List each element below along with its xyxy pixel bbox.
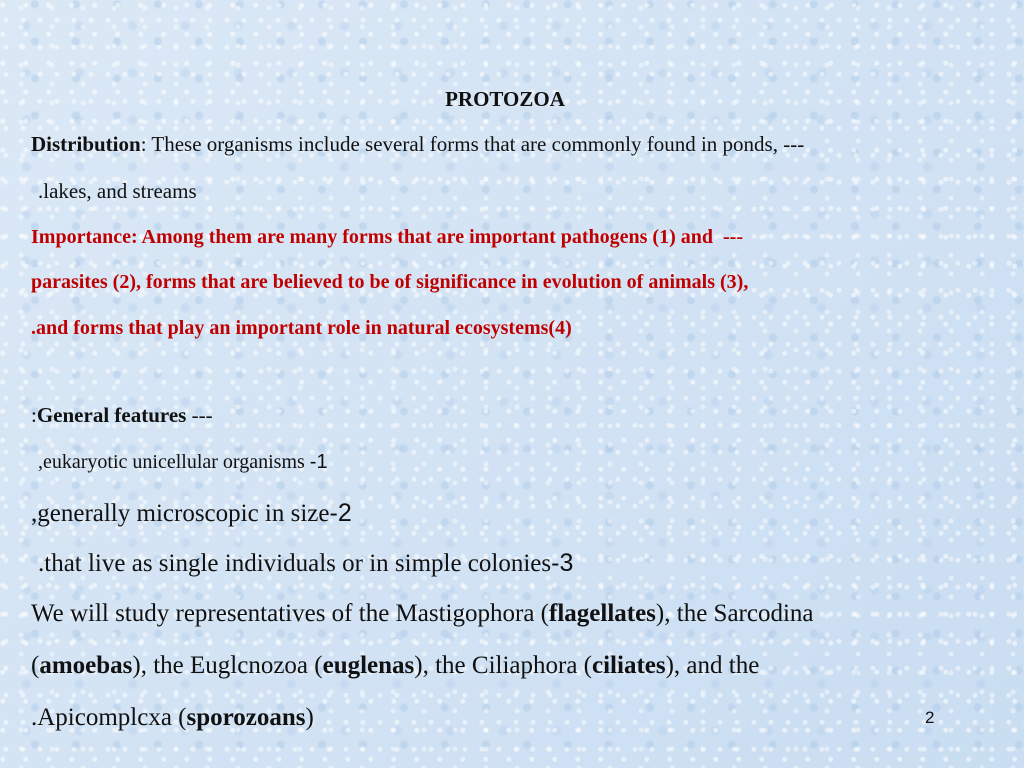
importance-line-1 — [31, 226, 743, 249]
feature-number: -2 — [329, 499, 352, 527]
distribution-dash: --- — [783, 132, 805, 156]
study-text: ), the Ciliaphora ( — [414, 652, 593, 679]
distribution-line-1 — [31, 132, 804, 157]
term-flagellates: flagellates — [549, 600, 656, 627]
importance-dash: --- — [723, 226, 743, 248]
study-text: ), and the — [665, 652, 760, 679]
study-text: We will study representatives of the Mastigophora ( — [31, 600, 549, 627]
feature-item-1 — [38, 451, 328, 474]
study-text: .Apicomplcxa ( — [31, 704, 187, 731]
feature-text: .that live as single individuals or in simple colonies — [38, 550, 552, 577]
study-line-1 — [31, 600, 814, 628]
study-text: ), the Euglcnozoa ( — [132, 652, 323, 679]
study-text: ), the Sarcodina — [655, 600, 814, 627]
study-line-3 — [31, 704, 314, 732]
feature-number: -3 — [551, 549, 574, 577]
study-line-2 — [31, 652, 759, 680]
term-sporozoans: sporozoans — [186, 704, 306, 731]
slide-title: PROTOZOA — [445, 87, 565, 111]
feature-item-2 — [31, 499, 352, 528]
general-features-prefix: : — [31, 403, 37, 427]
page-number: 2 — [925, 708, 935, 727]
importance-line-2: parasites (2), forms that are believed to be of significance in evolution of animals (3), — [31, 271, 749, 293]
study-text: ) — [305, 704, 314, 731]
general-features-dash: --- — [191, 403, 213, 427]
distribution-line-2: .lakes, and streams — [38, 179, 197, 203]
term-euglenas: euglenas — [322, 652, 415, 679]
feature-item-3 — [38, 549, 573, 578]
study-text: ( — [31, 652, 40, 679]
term-ciliates: ciliates — [592, 652, 666, 679]
feature-number: -1 — [309, 451, 328, 473]
general-features-heading — [31, 403, 213, 428]
general-features-label: General features — [36, 403, 187, 427]
importance-text: Importance: Among them are many forms that are important pathogens (1) and — [31, 226, 713, 248]
importance-line-3: .and forms that play an important role in natural ecosystems(4) — [31, 317, 572, 339]
feature-text: ,eukaryotic unicellular organisms — [38, 451, 305, 473]
term-amoebas: amoebas — [39, 652, 133, 679]
feature-text: ,generally microscopic in size — [31, 500, 330, 527]
distribution-label: Distribution — [31, 132, 141, 156]
distribution-text: : These organisms include several forms that are commonly found in ponds, — [140, 132, 778, 156]
